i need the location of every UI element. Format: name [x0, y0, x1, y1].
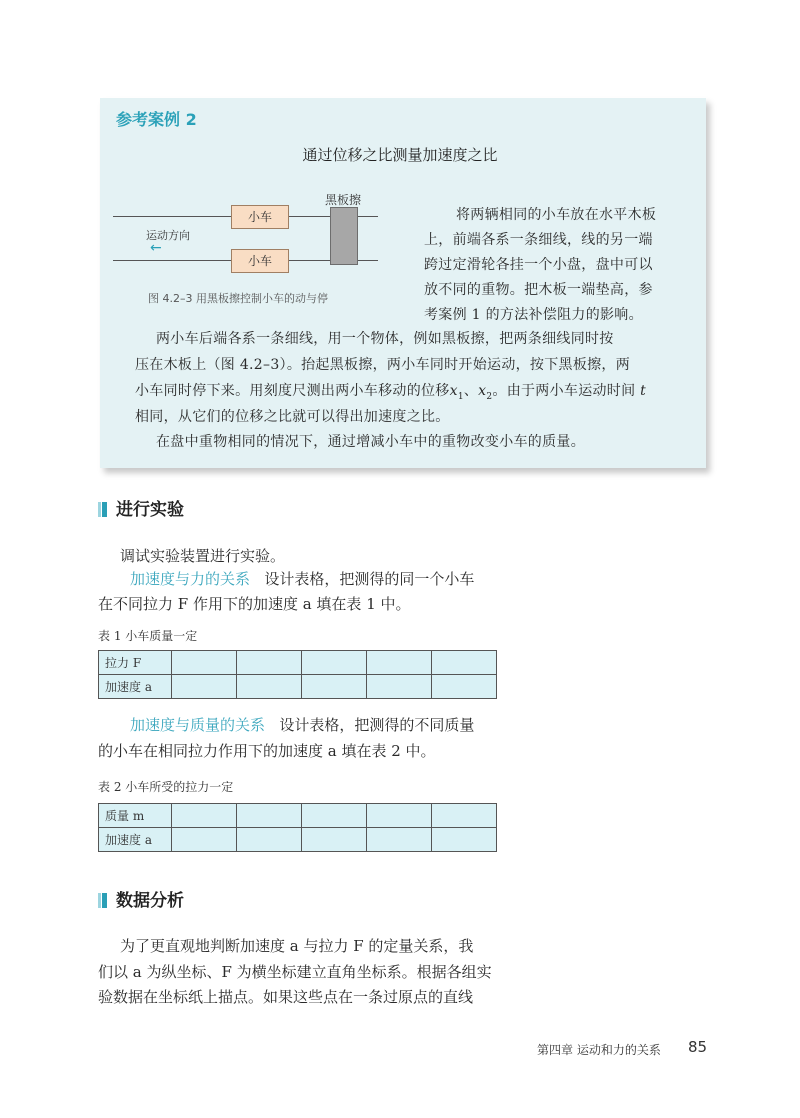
paragraph-line: 们以 a 为纵坐标、F 为横坐标建立直角坐标系。根据各组实 — [98, 963, 492, 981]
table-cell — [367, 804, 432, 828]
table-cell — [367, 675, 432, 699]
cart-bottom: 小车 — [231, 249, 289, 273]
table-row-header: 质量 m — [99, 804, 172, 828]
section-marker-icon — [98, 893, 108, 908]
paragraph-line: 的小车在相同拉力作用下的加速度 a 填在表 2 中。 — [98, 742, 436, 760]
blackboard-eraser — [330, 207, 358, 265]
table-cell — [432, 804, 497, 828]
section-heading-analysis: 数据分析 — [98, 886, 184, 911]
table-cell — [302, 675, 367, 699]
table-cell — [302, 804, 367, 828]
section-heading-experiment: 进行实验 — [98, 495, 184, 520]
section-marker-icon — [98, 502, 108, 517]
paragraph-line: 在不同拉力 F 作用下的加速度 a 填在表 1 中。 — [98, 595, 411, 613]
data-table-1 — [98, 650, 497, 699]
table-cell — [237, 675, 302, 699]
paragraph-line: 调试实验装置进行实验。 — [120, 547, 286, 565]
paragraph-line: 为了更直观地判断加速度 a 与拉力 F 的定量关系，我 — [120, 937, 474, 955]
table-cell — [237, 651, 302, 675]
table-cell — [172, 675, 237, 699]
table-cell — [237, 804, 302, 828]
box-text-line-displacement: 小车同时停下来。用刻度尺测出两小车移动的位移$x_1$、$x_2$。由于两小车运动时间 t — [135, 383, 647, 402]
table-cell — [367, 828, 432, 852]
arrow-left-icon: ← — [150, 240, 162, 256]
table-caption: 表 2 小车所受的拉力一定 — [98, 780, 234, 794]
paragraph-line: 加速度与质量的关系 设计表格，把测得的不同质量 — [130, 716, 475, 734]
table-row — [99, 828, 497, 852]
figure-caption: 图 4.2–3 用黑板擦控制小车的动与停 — [148, 292, 328, 305]
box-text-line: 考案例 1 的方法补偿阻力的影响。 — [424, 307, 643, 323]
table-row — [99, 675, 497, 699]
box-text-line: 将两辆相同的小车放在水平木板 — [456, 207, 657, 223]
box-text-line: 相同，从它们的位移之比就可以得出加速度之比。 — [135, 409, 450, 425]
table-cell — [432, 651, 497, 675]
data-table-2 — [98, 803, 497, 852]
table-row-header: 加速度 a — [99, 675, 172, 699]
table-row-header: 拉力 F — [99, 651, 172, 675]
table-cell — [237, 828, 302, 852]
table-cell — [367, 651, 432, 675]
inline-heading-mass: 加速度与质量的关系 — [130, 716, 266, 734]
table-cell — [172, 804, 237, 828]
page-number: 85 — [688, 1038, 708, 1056]
box-text-line: 两小车后端各系一条细线，用一个物体，例如黑板擦，把两条细线同时按 — [156, 331, 614, 347]
eraser-label: 黑板擦 — [325, 193, 362, 207]
reference-case-title: 通过位移之比测量加速度之比 — [302, 146, 498, 164]
table-cell — [172, 828, 237, 852]
reference-case-label: 参考案例 2 — [116, 110, 197, 129]
table-cell — [302, 828, 367, 852]
cart-top: 小车 — [231, 205, 289, 229]
table-cell — [302, 651, 367, 675]
box-text-line: 上，前端各系一条细线，线的另一端 — [424, 232, 653, 248]
inline-heading-force: 加速度与力的关系 — [130, 570, 251, 588]
table-caption: 表 1 小车质量一定 — [98, 629, 198, 643]
table-cell — [172, 651, 237, 675]
table-row — [99, 804, 497, 828]
table-cell — [432, 828, 497, 852]
box-text-line: 放不同的重物。把木板一端垫高，参 — [424, 282, 653, 298]
box-text-line: 在盘中重物相同的情况下，通过增减小车中的重物改变小车的质量。 — [156, 434, 585, 450]
box-text-line: 跨过定滑轮各挂一个小盘，盘中可以 — [424, 257, 653, 273]
paragraph-line: 验数据在坐标纸上描点。如果这些点在一条过原点的直线 — [98, 988, 474, 1006]
table-row — [99, 651, 497, 675]
box-text-line: 压在木板上（图 4.2–3）。抬起黑板擦，两小车同时开始运动，按下黑板擦，两 — [135, 357, 631, 373]
paragraph-line: 加速度与力的关系 设计表格，把测得的同一个小车 — [130, 570, 475, 588]
direction-label: 运动方向 — [146, 229, 190, 242]
table-cell — [432, 675, 497, 699]
table-row-header: 加速度 a — [99, 828, 172, 852]
chapter-footer: 第四章 运动和力的关系 — [537, 1043, 661, 1057]
